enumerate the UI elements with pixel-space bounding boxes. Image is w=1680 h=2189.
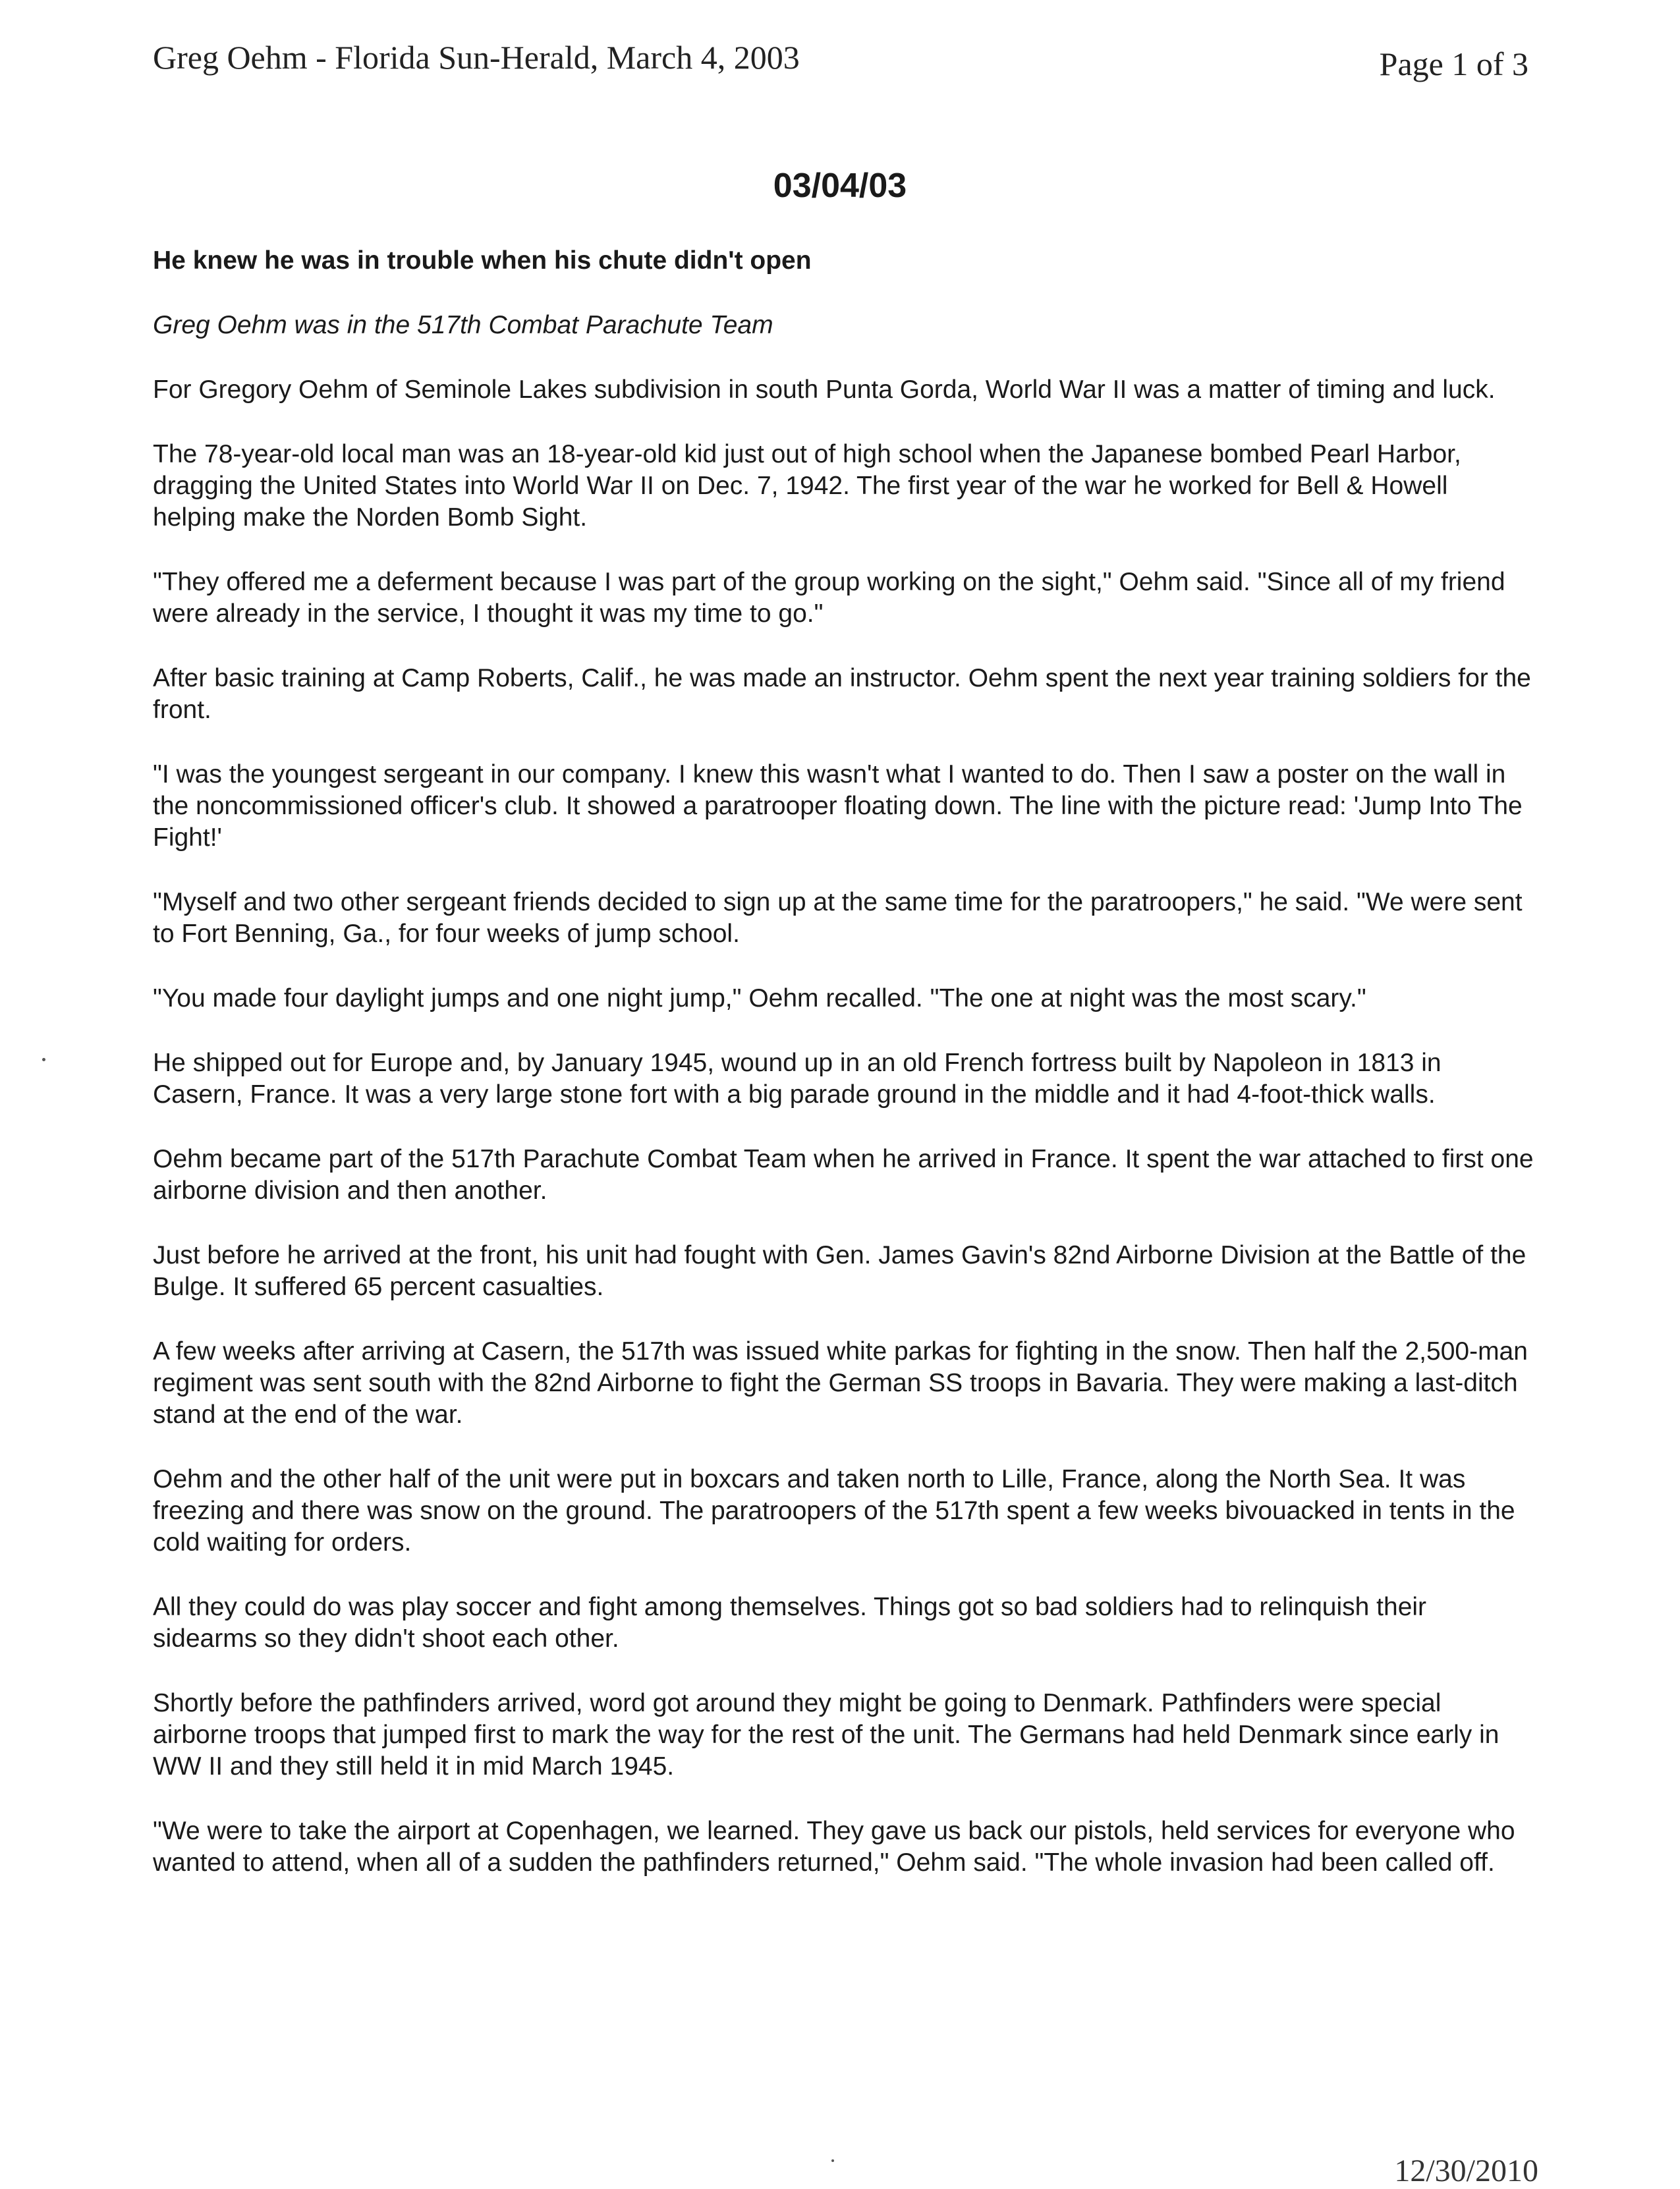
article-date: 03/04/03 — [773, 167, 907, 205]
paragraph: Oehm became part of the 517th Parachute Combat Team when he arrived in France. It spent the war attached to first one airborne division and then another. — [153, 1145, 1534, 1205]
paragraph: "I was the youngest sergeant in our company. I knew this wasn't what I wanted to do. Then I saw a poster on the wall in the noncommissioned officer's club. It showed a paratrooper floating down. The line with the picture read: 'Jump Into The Fight!' — [153, 760, 1523, 852]
paragraph: "Myself and two other sergeant friends decided to sign up at the same time for the paratroopers," he said. "We were sent to Fort Benning, Ga., for four weeks of jump school. — [153, 888, 1523, 948]
paragraph: He shipped out for Europe and, by January 1945, wound up in an old French fortress built by Napoleon in 1813 in Casern, France. It was a very large stone fort with a big parade ground in the middle and it had 4-foot-thick walls. — [153, 1049, 1442, 1109]
paragraph: For Gregory Oehm of Seminole Lakes subdivision in south Punta Gorda, World War II was a matter of timing and luck. — [153, 375, 1496, 404]
paragraph: All they could do was play soccer and fight among themselves. Things got so bad soldiers had to relinquish their sidearms so they didn't shoot each other. — [153, 1593, 1427, 1653]
article-headline: He knew he was in trouble when his chute didn't open — [153, 246, 812, 275]
article-subhead: Greg Oehm was in the 517th Combat Parachute Team — [153, 311, 773, 339]
running-header-title: Greg Oehm - Florida Sun-Herald, March 4, 2003 — [153, 39, 800, 76]
paragraph: "You made four daylight jumps and one night jump," Oehm recalled. "The one at night was the most scary." — [153, 984, 1366, 1012]
scan-speck — [831, 2159, 834, 2162]
paragraph: Shortly before the pathfinders arrived, word got around they might be going to Denmark. Pathfinders were special airborne troops that jumped first to mark the way for the rest of the unit. The Germans had held Denmark since early in WW II and they still held it in mid March 1945. — [153, 1689, 1499, 1781]
scan-speck — [42, 1058, 45, 1061]
paragraph: "They offered me a deferment because I was part of the group working on the sight," Oehm said. "Since all of my friend were already in the service, I thought it was my time to go." — [153, 568, 1505, 628]
paragraph: Just before he arrived at the front, his unit had fought with Gen. James Gavin's 82nd Airborne Division at the Battle of the Bulge. It suffered 65 percent casualties. — [153, 1241, 1526, 1301]
paragraph: "We were to take the airport at Copenhagen, we learned. They gave us back our pistols, held services for everyone who wanted to attend, when all of a sudden the pathfinders returned," Oehm said. "The whole invasion had been called off. — [153, 1817, 1515, 1877]
article-body — [153, 245, 1536, 1912]
paragraph: After basic training at Camp Roberts, Calif., he was made an instructor. Oehm spent the next year training soldiers for the front. — [153, 664, 1531, 724]
paragraph: A few weeks after arriving at Casern, the 517th was issued white parkas for fighting in the snow. Then half the 2,500-man regiment was sent south with the 82nd Airborne to fight the German SS troops in Bavaria. They were making a last-ditch stand at the end of the war. — [153, 1337, 1528, 1429]
print-date-stamp: 12/30/2010 — [1394, 2153, 1538, 2188]
page-number: Page 1 of 3 — [1379, 45, 1528, 82]
paragraph: The 78-year-old local man was an 18-year-old kid just out of high school when the Japanese bombed Pearl Harbor, dragging the United States into World War II on Dec. 7, 1942. The first year of the war he worked for Bell & Howell helping make the Norden Bomb Sight. — [153, 440, 1461, 532]
paragraph: Oehm and the other half of the unit were put in boxcars and taken north to Lille, France, along the North Sea. It was freezing and there was snow on the ground. The paratroopers of the 517th spent a few weeks bivouacked in tents in the cold waiting for orders. — [153, 1465, 1515, 1557]
